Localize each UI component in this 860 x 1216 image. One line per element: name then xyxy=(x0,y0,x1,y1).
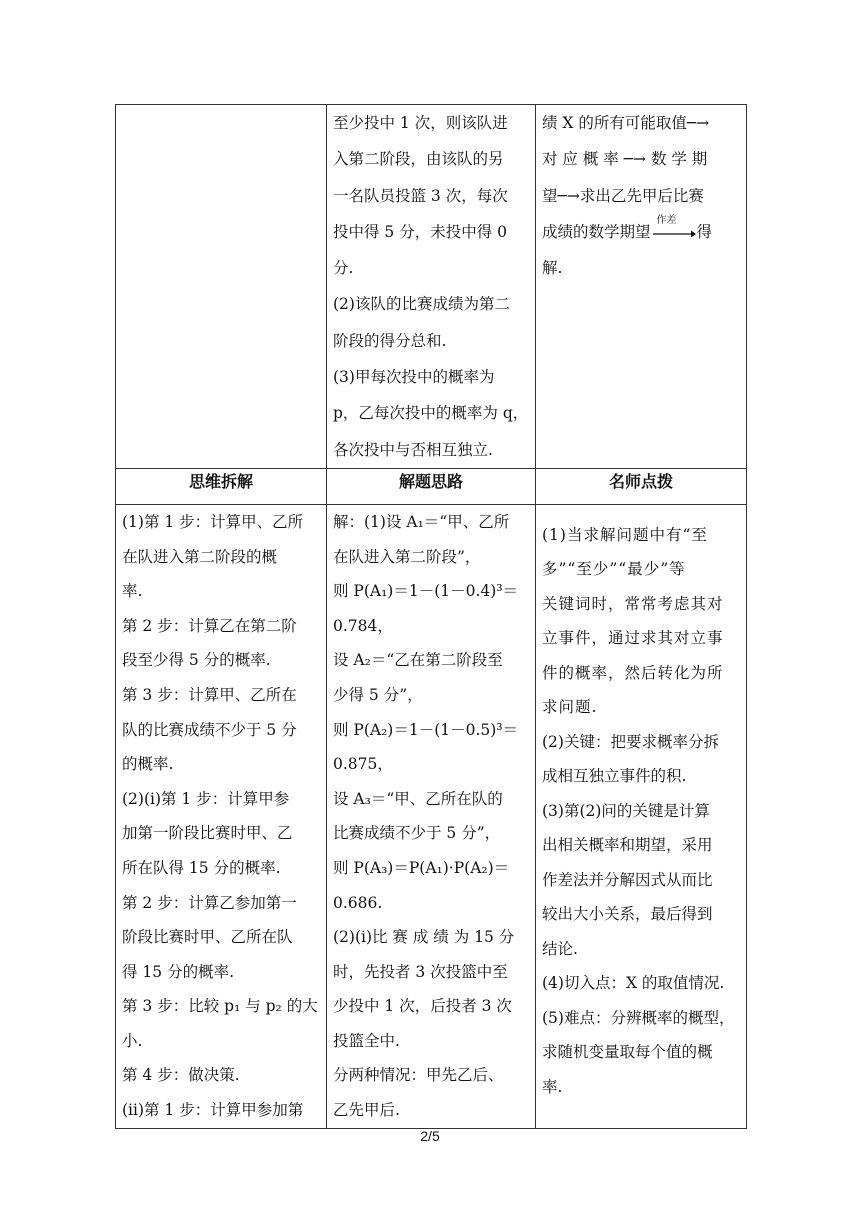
text-line: 投篮全中. xyxy=(333,1031,400,1050)
solution-cell xyxy=(327,504,536,1128)
text-line: 少投中 1 次，后投者 3 次 xyxy=(333,997,512,1016)
page-number: 2/5 xyxy=(420,1128,440,1144)
problem-row xyxy=(116,105,747,469)
solution-table xyxy=(115,104,747,1129)
header-row xyxy=(116,468,747,504)
text-line: 则 P(A₃)＝P(A₁)·P(A₂)＝ xyxy=(333,858,510,877)
text-line: (2)(ⅰ)第 1 步：计算甲参 xyxy=(122,789,290,808)
text-line: 0.875， xyxy=(333,755,393,774)
text-line: 解：(1)设 A₁＝“甲、乙所 xyxy=(333,512,510,531)
text-line: 第 2 步：计算乙参加第一 xyxy=(122,893,297,912)
text-line: 第 3 步：比较 p₁ 与 p₂ 的大 xyxy=(122,997,318,1016)
tips-cell xyxy=(536,504,747,1128)
text-line: 设 A₂＝“乙在第二阶段至 xyxy=(333,651,503,670)
thinking-cell xyxy=(116,504,327,1128)
header-thinking: 思维拆解 xyxy=(116,468,327,504)
text-line: 在队进入第二阶段的概 xyxy=(122,547,278,566)
text-line: 绩 X 的所有可能取值─→ xyxy=(542,114,710,132)
text-line: 设 A₃＝“甲、乙所在队的 xyxy=(333,789,503,808)
text-line: (2)(ⅰ)比 赛 成 绩 为 15 分 xyxy=(333,928,515,947)
text-line: 段至少得 5 分的概率. xyxy=(122,651,271,670)
header-tips: 名师点拨 xyxy=(536,468,747,504)
text-line: 结论. xyxy=(542,939,578,958)
text-line: (2)关键：把要求概率分拆 xyxy=(542,732,719,751)
text-line: 各次投中与否相互独立. xyxy=(333,440,493,459)
text-line: 至少投中 1 次，则该队进 xyxy=(333,114,508,132)
text-line: 求随机变量取每个值的概 xyxy=(542,1043,713,1062)
text-line: 出相关概率和期望，采用 xyxy=(542,836,713,855)
text-line: (ⅱ)第 1 步：计算甲参加第 xyxy=(122,1101,304,1120)
text-line: 分两种情况：甲先乙后、 xyxy=(333,1066,504,1085)
approach-cell xyxy=(536,105,747,469)
text-line: 率. xyxy=(122,582,143,601)
text-line: 则 P(A₁)＝1－(1－0.4)³＝ xyxy=(333,582,519,601)
text-line: (3)甲每次投中的概率为 xyxy=(333,368,495,387)
text-line: 队的比赛成绩不少于 5 分 xyxy=(122,720,297,739)
text-line: 投中得 5 分，未投中得 0 xyxy=(333,222,508,241)
text-line: 求问题. xyxy=(542,698,598,717)
text-line: 乙先甲后. xyxy=(333,1101,400,1120)
text-line: 所在队得 15 分的概率. xyxy=(122,858,281,877)
arrow-line-prefix: 成绩的数学期望 xyxy=(542,222,651,241)
text-line: 望─→求出乙先甲后比赛 xyxy=(542,186,704,205)
text-line: (5)难点：分辨概率的概型， xyxy=(542,1008,735,1027)
text-line: 在队进入第二阶段”， xyxy=(333,547,481,566)
arrow-line-suffix: 得 xyxy=(696,222,713,241)
text-line: 比赛成绩不少于 5 分”， xyxy=(333,824,501,843)
text-line: 一名队员投篮 3 次，每次 xyxy=(333,186,508,205)
text-line: 作差法并分解因式从而比 xyxy=(542,870,713,889)
text-line: 少得 5 分”， xyxy=(333,685,423,704)
text-line: 关键词时，常常考虑其对 xyxy=(542,594,724,613)
text-line: 小. xyxy=(122,1031,143,1050)
text-line: 0.686. xyxy=(333,893,383,912)
text-line: 的概率. xyxy=(122,755,174,774)
text-line: 立事件，通过求其对立事 xyxy=(542,629,724,648)
text-line: 阶段比赛时甲、乙所在队 xyxy=(122,928,293,947)
text-line: (1)当求解问题中有“至 xyxy=(542,525,708,544)
text-line: 时，先投者 3 次投篮中至 xyxy=(333,962,508,981)
text-line: 第 2 步：计算乙在第二阶 xyxy=(122,616,297,635)
text-line: (4)切入点：X 的取值情况. xyxy=(542,974,725,993)
text-line: 率. xyxy=(542,1077,563,1096)
text-line: (3)第(2)问的关键是计算 xyxy=(542,801,710,820)
text-line: 分. xyxy=(333,259,354,278)
arrow-line xyxy=(542,214,740,250)
text-line: 第 3 步：计算甲、乙所在 xyxy=(122,685,297,704)
text-line: p，乙每次投中的概率为 q， xyxy=(333,404,529,423)
text-line: 加第一阶段比赛时甲、乙 xyxy=(122,824,293,843)
text-line: 较出大小关系，最后得到 xyxy=(542,905,713,924)
text-line: 成相互独立事件的积. xyxy=(542,767,687,786)
text-line: 则 P(A₂)＝1－(1－0.5)³＝ xyxy=(333,720,519,739)
text-line: 入第二阶段，由该队的另 xyxy=(333,150,504,169)
text-line: (1)第 1 步：计算甲、乙所 xyxy=(122,512,304,531)
text-line: (2)该队的比赛成绩为第二 xyxy=(333,295,510,314)
right-arrow-icon xyxy=(651,229,697,239)
condition-cell xyxy=(327,105,536,469)
text-line: 件的概率，然后转化为所 xyxy=(542,663,724,682)
text-line: 0.784， xyxy=(333,616,393,635)
header-solution: 解题思路 xyxy=(327,468,536,504)
text-line: 解. xyxy=(542,259,563,278)
text-line: 多”“至少”“最少”等 xyxy=(542,560,686,579)
text-line: 对 应 概 率 ─→ 数 学 期 xyxy=(542,150,708,169)
arrow-label: 作差 xyxy=(656,214,677,226)
text-line: 得 15 分的概率. xyxy=(122,962,235,981)
empty-cell xyxy=(116,105,327,469)
labeled-arrow xyxy=(651,214,697,243)
text-line: 阶段的得分总和. xyxy=(333,331,447,350)
text-line: 第 4 步：做决策. xyxy=(122,1066,240,1085)
content-row xyxy=(116,504,747,1128)
